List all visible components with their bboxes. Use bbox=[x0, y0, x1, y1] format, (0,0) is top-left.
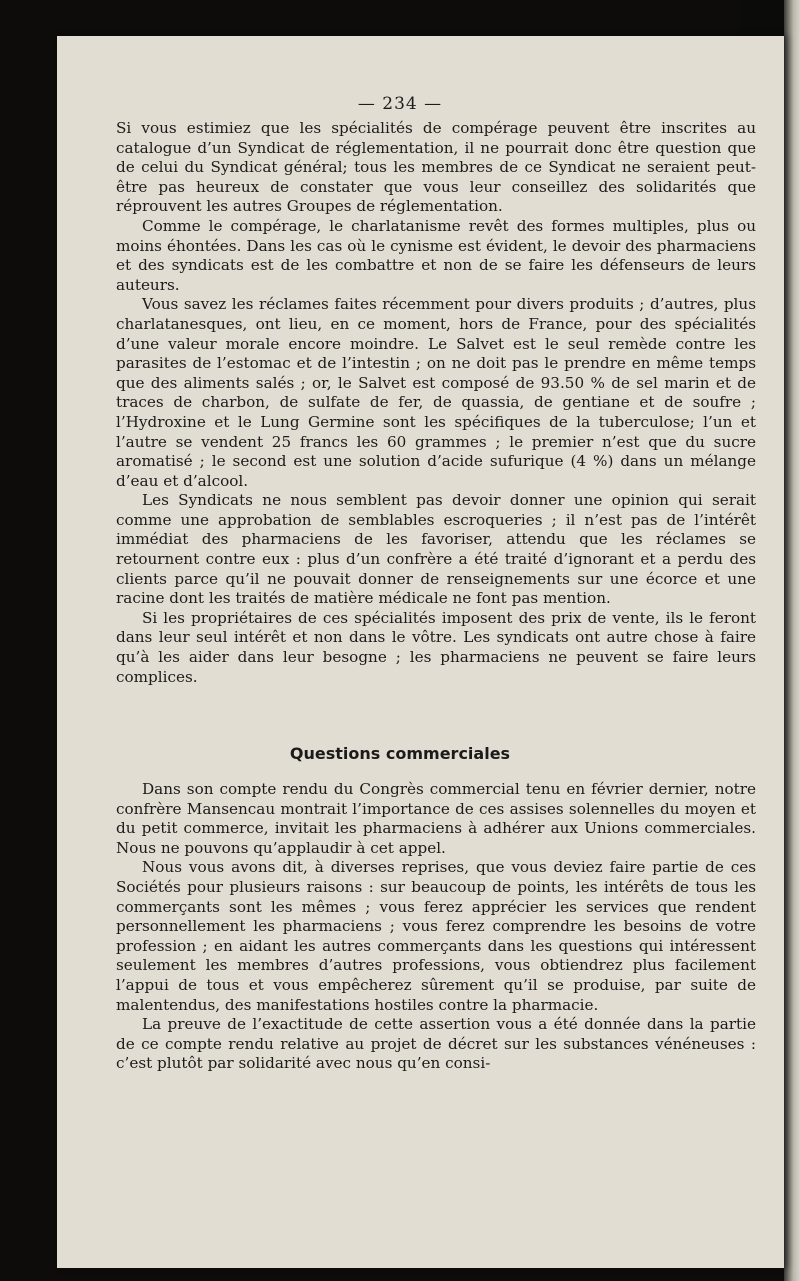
section-body bbox=[116, 780, 756, 1074]
paragraph: La preuve de l’exactitude de cette assertion vous a été donnée dans la partie de ce compte rendu relative au projet de décret sur les substances vénéneuses : c’est plutôt par solidarité avec nous qu’en consi- bbox=[116, 1015, 756, 1073]
paragraph: Les Syndicats ne nous semblent pas devoir donner une opinion qui serait comme une approbation de semblables escroqueries ; il n’est pas de l’intérêt immédiat des pharmaciens de les favoriser, attendu que les réclames se retournent contre eux : plus d’un confrère a été traité d’ignorant et a perdu des clients parce qu’il ne pouvait donner de renseignements sur une écorce et une racine dont les traités de matière médicale ne font pas mention. bbox=[116, 491, 756, 608]
paragraph: Nous vous avons dit, à diverses reprises, que vous deviez faire partie de ces Sociétés pour plusieurs raisons : sur beaucoup de points, les intérêts de tous les commerçants sont les mêmes ; vous ferez apprécier les services que rendent personnellement les pharmaciens ; vous ferez comprendre les besoins de votre profession ; en aidant les autres commerçants dans les questions qui intéressent seulement les membres d’autres professions, vous obtiendrez plus facilement l’appui de tous et vous empêcherez sûrement qu’il se produise, par suite de malentendus, des manifestations hostiles contre la pharmacie. bbox=[116, 858, 756, 1014]
page-number: — 234 — bbox=[357, 94, 443, 114]
paragraph: Vous savez les réclames faites récemment pour divers produits ; d’autres, plus charlatanesques, ont lieu, en ce moment, hors de France, pour des spécialités d’une valeur morale encore moindre. Le Salvet est le seul remède contre les parasites de l’estomac et de l’intestin ; on ne doit pas le prendre en même temps que des aliments salés ; or, le Salvet est composé de 93.50 % de sel marin et de traces de charbon, de sulfate de fer, de quassia, de gentiane et de soufre ; l’Hydroxine et le Lung Germine sont les spécifiques de la tuberculose; l’un et l’autre se vendent 25 francs les 60 grammes ; le premier n’est que du sucre aromatisé ; le second est une solution d’acide sufurique (4 %) dans un mélange d’eau et d’alcool. bbox=[116, 295, 756, 490]
paragraph: Si les propriétaires de ces spécialités imposent des prix de vente, ils le feront dans leur seul intérêt et non dans le vôtre. Les syndicats ont autre chose à faire qu’à les aider dans leur besogne ; les pharmaciens ne peuvent se faire leurs complices. bbox=[116, 608, 756, 686]
section-heading: Questions commerciales bbox=[289, 744, 511, 763]
scan-border-right bbox=[784, 0, 800, 1281]
paragraph: Comme le compérage, le charlatanisme revêt des formes multiples, plus ou moins éhontées. Dans les cas où le cynisme est évident, le devoir des pharmaciens et des syndicats est de les combattre et non de se faire les défenseurs de leurs auteurs. bbox=[116, 216, 756, 294]
paragraph: Si vous estimiez que les spécialités de compérage peuvent être inscrites au catalogue d’un Syndicat de réglementation, il ne pourrait donc être question que de celui du Syndicat général; tous les membres de ce Syndicat ne seraient peut-être pas heureux de constater que vous leur conseillez des solidarités que réprouvent les autres Groupes de réglementation. bbox=[116, 119, 756, 216]
paragraph: Dans son compte rendu du Congrès commercial tenu en février dernier, notre confrère Mansencau montrait l’importance de ces assises solennelles du moyen et du petit commerce, invitait les pharmaciens à adhérer aux Unions commerciales. Nous ne pouvons qu’applaudir à cet appel. bbox=[116, 780, 756, 857]
section-body bbox=[116, 119, 756, 687]
